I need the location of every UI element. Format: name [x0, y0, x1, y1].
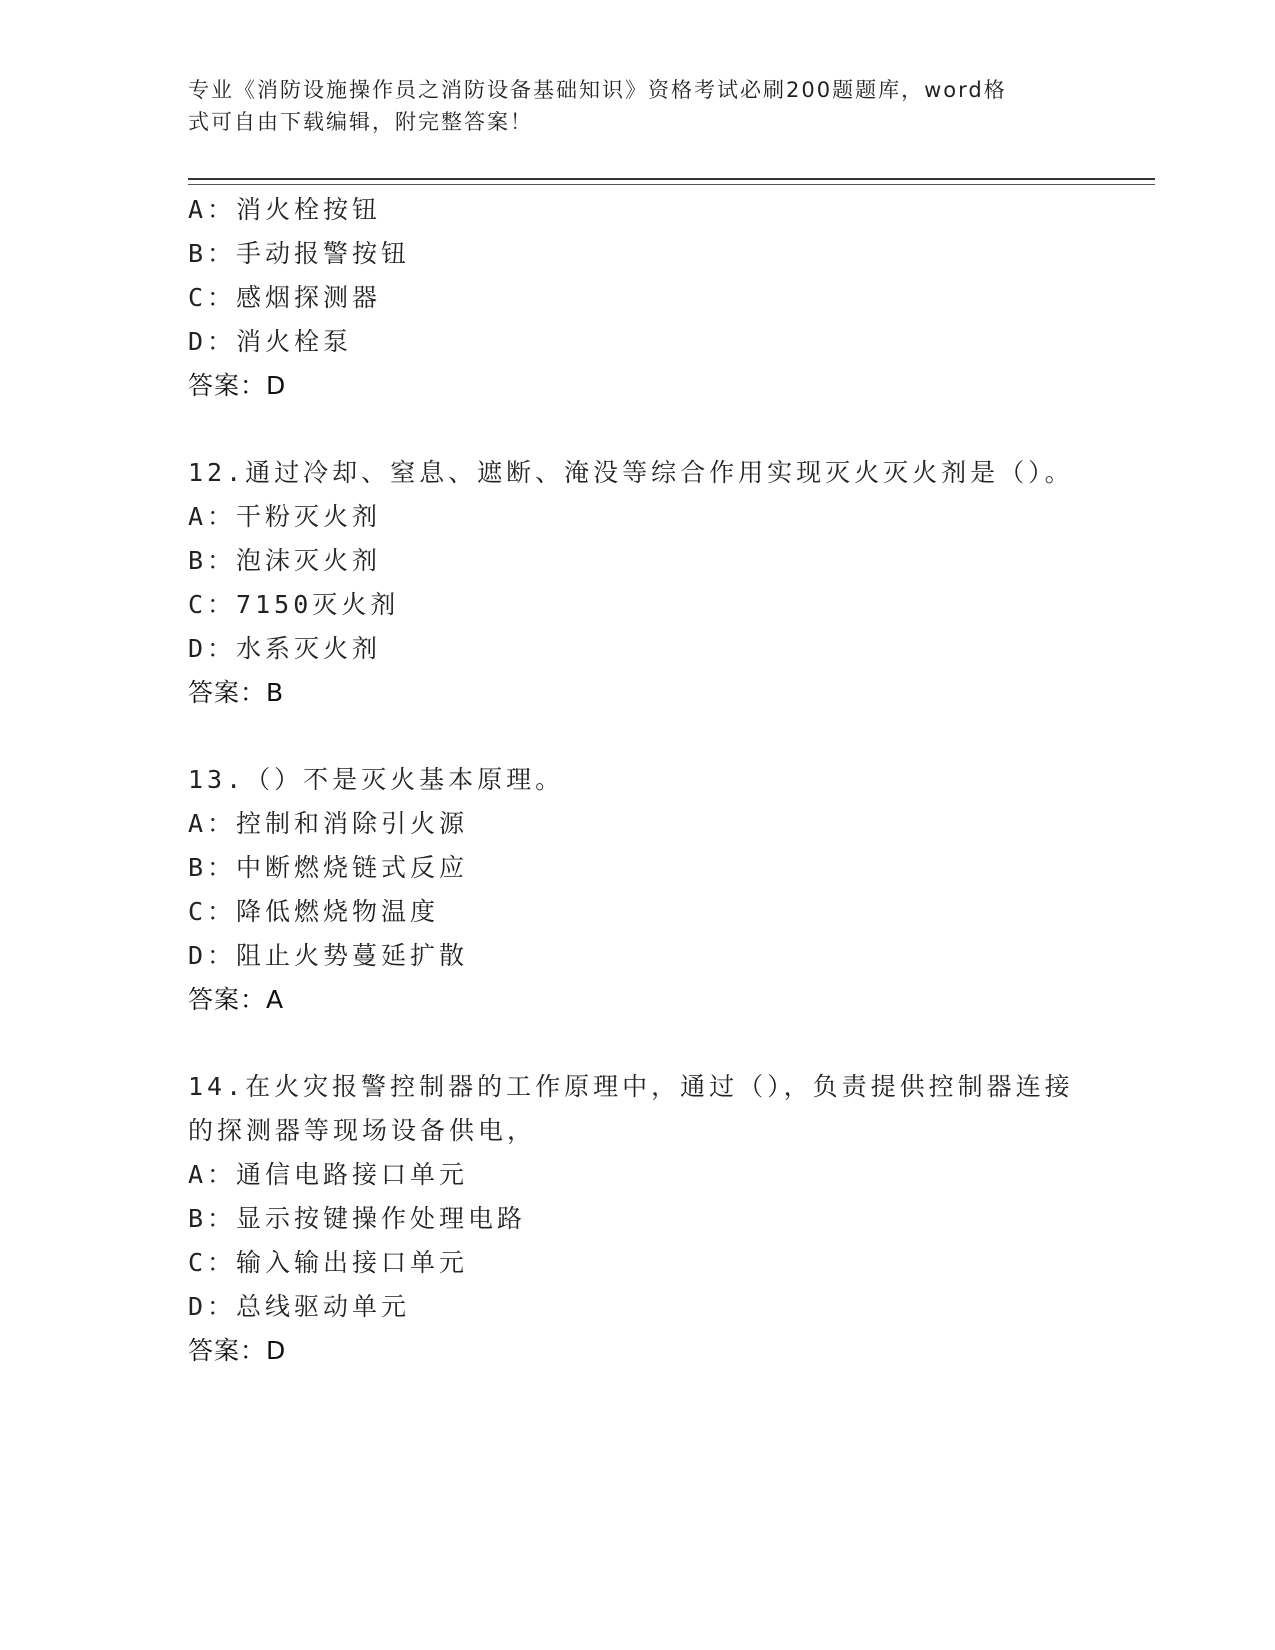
q12-option-b: B：泡沫灭火剂	[188, 546, 382, 575]
q14-option-d: D：总线驱动单元	[188, 1292, 411, 1321]
q13-option-a: A：控制和消除引火源	[188, 809, 469, 838]
q14-stem-line-1: 14.在火灾报警控制器的工作原理中，通过（），负责提供控制器连接	[188, 1072, 1074, 1101]
q12-stem: 12.通过冷却、窒息、遮断、淹没等综合作用实现灭火灭火剂是（）。	[188, 458, 1074, 487]
q11-option-c: C：感烟探测器	[188, 283, 382, 312]
q14-stem-line-2: 的探测器等现场设备供电，	[188, 1116, 537, 1145]
q14-option-a: A：通信电路接口单元	[188, 1160, 469, 1189]
q14-option-c: C：输入输出接口单元	[188, 1248, 469, 1277]
header-line-2: 式可自由下载编辑，附完整答案！	[188, 110, 533, 134]
q13-option-b: B：中断燃烧链式反应	[188, 853, 469, 882]
q11-option-a: A：消火栓按钮	[188, 195, 382, 224]
q14-option-b: B：显示按键操作处理电路	[188, 1204, 527, 1233]
q13-option-c: C：降低燃烧物温度	[188, 897, 440, 926]
document-header	[188, 74, 1068, 138]
q11-option-b: B：手动报警按钮	[188, 239, 411, 268]
header-line-1: 专业《消防设施操作员之消防设备基础知识》资格考试必刷200题题库，word格	[188, 78, 1007, 102]
q14-answer: 答案：D	[188, 1336, 287, 1365]
header-divider-thin	[188, 184, 1155, 185]
q11-answer: 答案：D	[188, 371, 287, 400]
q12-answer: 答案：B	[188, 678, 285, 707]
q13-option-d: D：阻止火势蔓延扩散	[188, 941, 469, 970]
q11-option-d: D：消火栓泵	[188, 327, 353, 356]
q12-option-c: C：7150灭火剂	[188, 590, 400, 619]
q13-answer: 答案：A	[188, 985, 285, 1014]
q12-option-a: A：干粉灭火剂	[188, 502, 382, 531]
q13-stem: 13.（）不是灭火基本原理。	[188, 765, 565, 794]
header-divider-thick	[188, 178, 1155, 180]
q12-option-d: D：水系灭火剂	[188, 634, 382, 663]
